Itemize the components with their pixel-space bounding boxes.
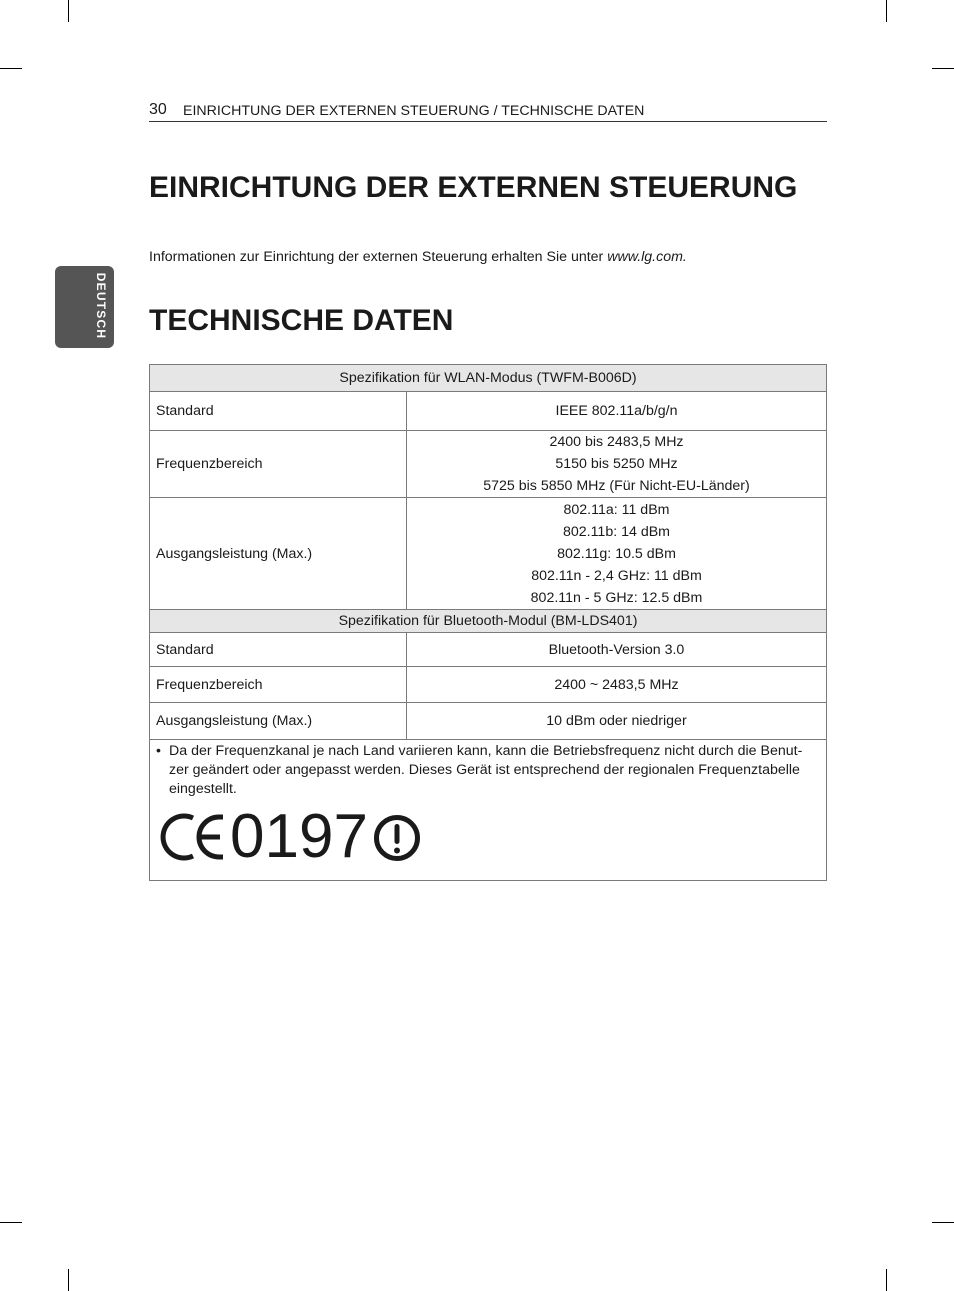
spec-label: Frequenzbereich	[150, 667, 407, 702]
spec-value-line: 802.11g: 10.5 dBm	[557, 545, 676, 562]
spec-value-line: 802.11n - 2,4 GHz: 11 dBm	[531, 567, 702, 584]
wlan-spec-heading	[150, 365, 826, 392]
bluetooth-spec-heading	[150, 610, 826, 633]
note-row	[150, 740, 826, 880]
intro-paragraph	[149, 250, 687, 264]
spec-value	[407, 703, 826, 739]
header-rule	[149, 121, 827, 122]
table-heading-text: Spezifikation für WLAN-Modus (TWFM-B006D)	[339, 370, 637, 386]
spec-label: Standard	[150, 633, 407, 666]
spec-value-line: 802.11b: 14 dBm	[562, 523, 670, 540]
section-title-external-control: EINRICHTUNG DER EXTERNEN STEUERUNG	[149, 171, 798, 204]
spec-row-wlan-frequency	[150, 431, 826, 498]
spec-value-line: 5725 bis 5850 MHz (Für Nicht-EU-Länder)	[483, 478, 750, 494]
crop-mark-top-right-vertical	[886, 0, 887, 22]
spec-value-line: 2400 ~ 2483,5 MHz	[554, 676, 679, 693]
spec-label: Standard	[150, 392, 407, 430]
spec-table	[149, 364, 827, 881]
spec-row-bluetooth-frequency	[150, 667, 826, 703]
spec-row-bluetooth-standard	[150, 633, 826, 667]
crop-mark-top-left-horizontal	[0, 68, 22, 69]
language-tab	[55, 266, 114, 348]
crop-mark-bottom-right-horizontal	[932, 1222, 954, 1223]
language-tab-label: DEUTSCH	[94, 272, 108, 340]
table-heading-text: Spezifikation für Bluetooth-Modul (BM-LDS401)	[338, 613, 638, 629]
spec-row-wlan-standard	[150, 392, 826, 431]
section-title-specs: TECHNISCHE DATEN	[149, 304, 454, 337]
spec-row-bluetooth-output-power	[150, 703, 826, 740]
page-number: 30	[149, 101, 167, 118]
running-title: EINRICHTUNG DER EXTERNEN STEUERUNG / TECHNISCHE DATEN	[183, 103, 645, 119]
spec-value-line: 10 dBm oder niedriger	[546, 713, 687, 729]
crop-mark-bottom-left-horizontal	[0, 1222, 22, 1223]
spec-value-line: 5150 bis 5250 MHz	[555, 456, 678, 472]
spec-value-line: 802.11a: 11 dBm	[563, 501, 670, 518]
note-line: zer geändert oder angepasst werden. Dieses Gerät ist entsprechend der regionalen Frequenztabelle	[169, 762, 800, 778]
crop-mark-bottom-right-vertical	[886, 1269, 887, 1291]
spec-value	[407, 431, 826, 497]
note-line: eingestellt.	[169, 781, 237, 797]
alert-icon	[372, 813, 422, 863]
crop-mark-bottom-left-vertical	[68, 1269, 69, 1291]
spec-value	[407, 667, 826, 702]
ce-mark-letter-c	[163, 816, 193, 858]
crop-mark-top-right-horizontal	[932, 68, 954, 69]
spec-label: Frequenzbereich	[150, 431, 407, 497]
spec-row-wlan-output-power	[150, 498, 826, 610]
note	[150, 742, 826, 799]
spec-value	[407, 498, 826, 609]
ce-mark-icon	[150, 806, 230, 876]
spec-value	[407, 392, 826, 430]
spec-value-line: 802.11n - 5 GHz: 12.5 dBm	[530, 589, 703, 606]
spec-value-line: IEEE 802.11a/b/g/n	[555, 403, 678, 419]
notified-body-number: 0197	[230, 802, 368, 871]
crop-mark-top-left-vertical	[68, 0, 69, 22]
spec-value-line: 2400 bis 2483,5 MHz	[549, 434, 684, 450]
note-text	[169, 742, 802, 799]
website-url: www.lg.com.	[607, 249, 687, 265]
note-line: Da der Frequenzkanal je nach Land variieren kann, kann die Betriebsfrequenz nicht durch die Benut-	[169, 743, 803, 759]
spec-label: Ausgangsleistung (Max.)	[150, 703, 407, 739]
bullet-marker: •	[156, 743, 161, 759]
spec-value-line: Bluetooth-Version 3.0	[548, 641, 685, 658]
intro-text: Informationen zur Einrichtung der externen Steuerung erhalten Sie unter	[149, 249, 608, 265]
spec-value	[407, 633, 826, 666]
spec-label: Ausgangsleistung (Max.)	[150, 498, 407, 609]
